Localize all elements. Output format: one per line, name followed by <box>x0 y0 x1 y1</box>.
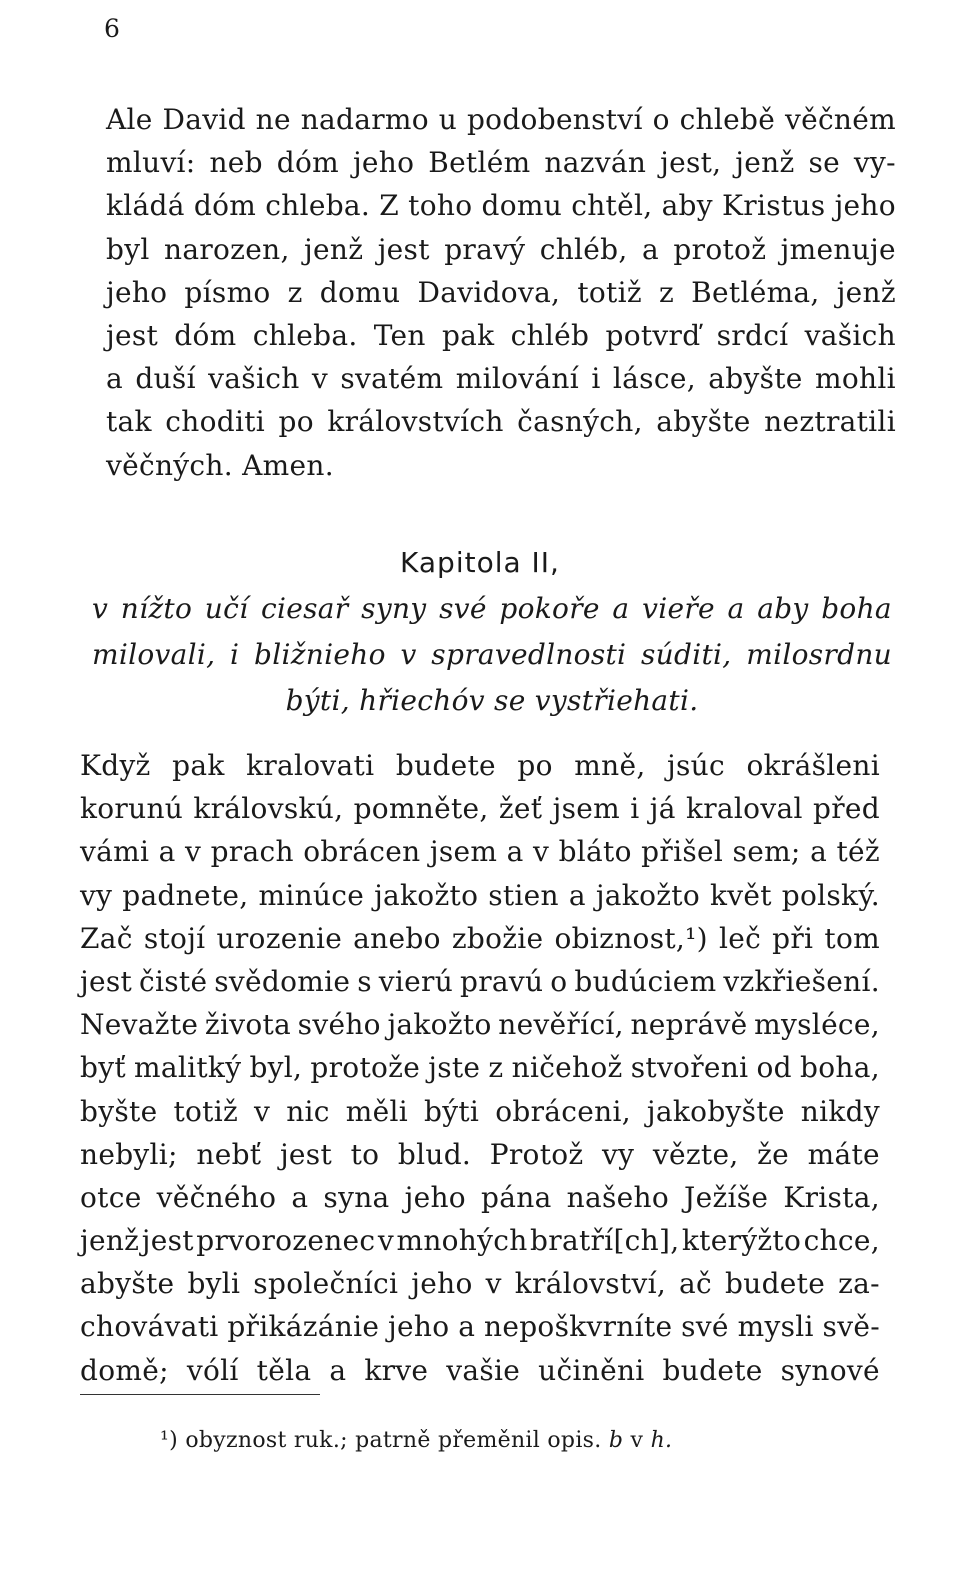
footnote-text: obyznost ruk.; patrně přeměnil opis. <box>185 1428 602 1453</box>
paragraph-2-line: byšte totiž v nic měli býti obráceni, jakobyšte nikdy <box>80 1094 880 1128</box>
subheading-line: milovali, i bližnieho v spravedlnosti súditi, milosrdnu <box>92 638 892 671</box>
footnote-marker: ¹) <box>160 1428 179 1453</box>
paragraph-1-line: jest dóm chleba. Ten pak chléb potvrď srdcí vašich <box>106 318 896 352</box>
footnote-connector: v <box>630 1428 644 1453</box>
paragraph-2-line: vy padnete, minúce jakožto stien a jakožto květ polský. <box>80 878 880 912</box>
footnote-letter-h: h. <box>650 1428 673 1453</box>
footnote <box>160 1428 672 1453</box>
paragraph-1-line: věčných. Amen. <box>106 448 334 482</box>
chapter-subheading <box>92 586 892 724</box>
paragraph-2-line: otce věčného a syna jeho pána našeho Ježíše Krista, <box>80 1180 880 1214</box>
paragraph-2-line: abyšte byli společníci jeho v království, ač budete za- <box>80 1267 880 1301</box>
paragraph-2-line: jest čisté svědomie s vierú pravú o budúciem vzkřiešení. <box>80 964 880 998</box>
paragraph-2-line: domě; vólí těla a krve vašie učiněni budete synové <box>80 1353 880 1387</box>
footnote-letter-b: b <box>608 1428 624 1453</box>
paragraph-2 <box>80 744 880 1392</box>
paragraph-1-line: kládá dóm chleba. Z toho domu chtěl, aby Kristus jeho <box>106 189 896 223</box>
chapter-heading: Kapitola II, <box>400 546 560 579</box>
paragraph-1-line: Ale David ne nadarmo u podobenství o chlebě věčném <box>106 103 896 136</box>
paragraph-1 <box>106 98 896 487</box>
paragraph-2-line: Když pak kralovati budete po mně, jsúc okrášleni <box>80 749 880 782</box>
page-number: 6 <box>104 14 121 43</box>
paragraph-1-line: byl narozen, jenž jest pravý chléb, a protož jmenuje <box>106 232 896 266</box>
paragraph-2-line: Nevažte života svého jakožto nevěřící, neprávě mysléce, <box>80 1008 880 1042</box>
paragraph-1-line: a duší vašich v svatém milování i lásce, abyšte mohli <box>106 362 896 396</box>
paragraph-1-line: tak choditi po královstvích časných, abyšte neztratili <box>106 405 896 439</box>
paragraph-1-line: jeho písmo z domu Davidova, totiž z Betléma, jenž <box>106 275 896 309</box>
paragraph-2-line: jenž jest prvorozenec v mnohých bratří[ch], kterýžto chce, <box>80 1224 880 1258</box>
subheading-line: v nížto učí ciesař syny své pokoře a vieře a aby boha <box>92 592 892 625</box>
paragraph-2-line: chovávati přikázánie jeho a nepoškvrníte své mysli svě- <box>80 1310 880 1344</box>
paragraph-2-line: byť malitký byl, protože jste z ničehož stvořeni od boha, <box>80 1051 880 1085</box>
paragraph-2-line: nebyli; nebť jest to blud. Protož vy vězte, že máte <box>80 1137 880 1171</box>
paragraph-2-line: vámi a v prach obrácen jsem a v bláto přišel sem; a též <box>80 835 880 869</box>
subheading-line: býti, hřiechóv se vystřiehati. <box>285 684 699 717</box>
paragraph-2-line: korunú královskú, pomněte, žeť jsem i já kraloval před <box>80 792 880 826</box>
paragraph-2-line: Zač stojí urozenie anebo zbožie obiznost,¹) leč při tom <box>80 921 880 955</box>
footnote-divider <box>80 1394 320 1395</box>
paragraph-1-line: mluví: neb dóm jeho Betlém nazván jest, jenž se vy- <box>106 146 896 180</box>
